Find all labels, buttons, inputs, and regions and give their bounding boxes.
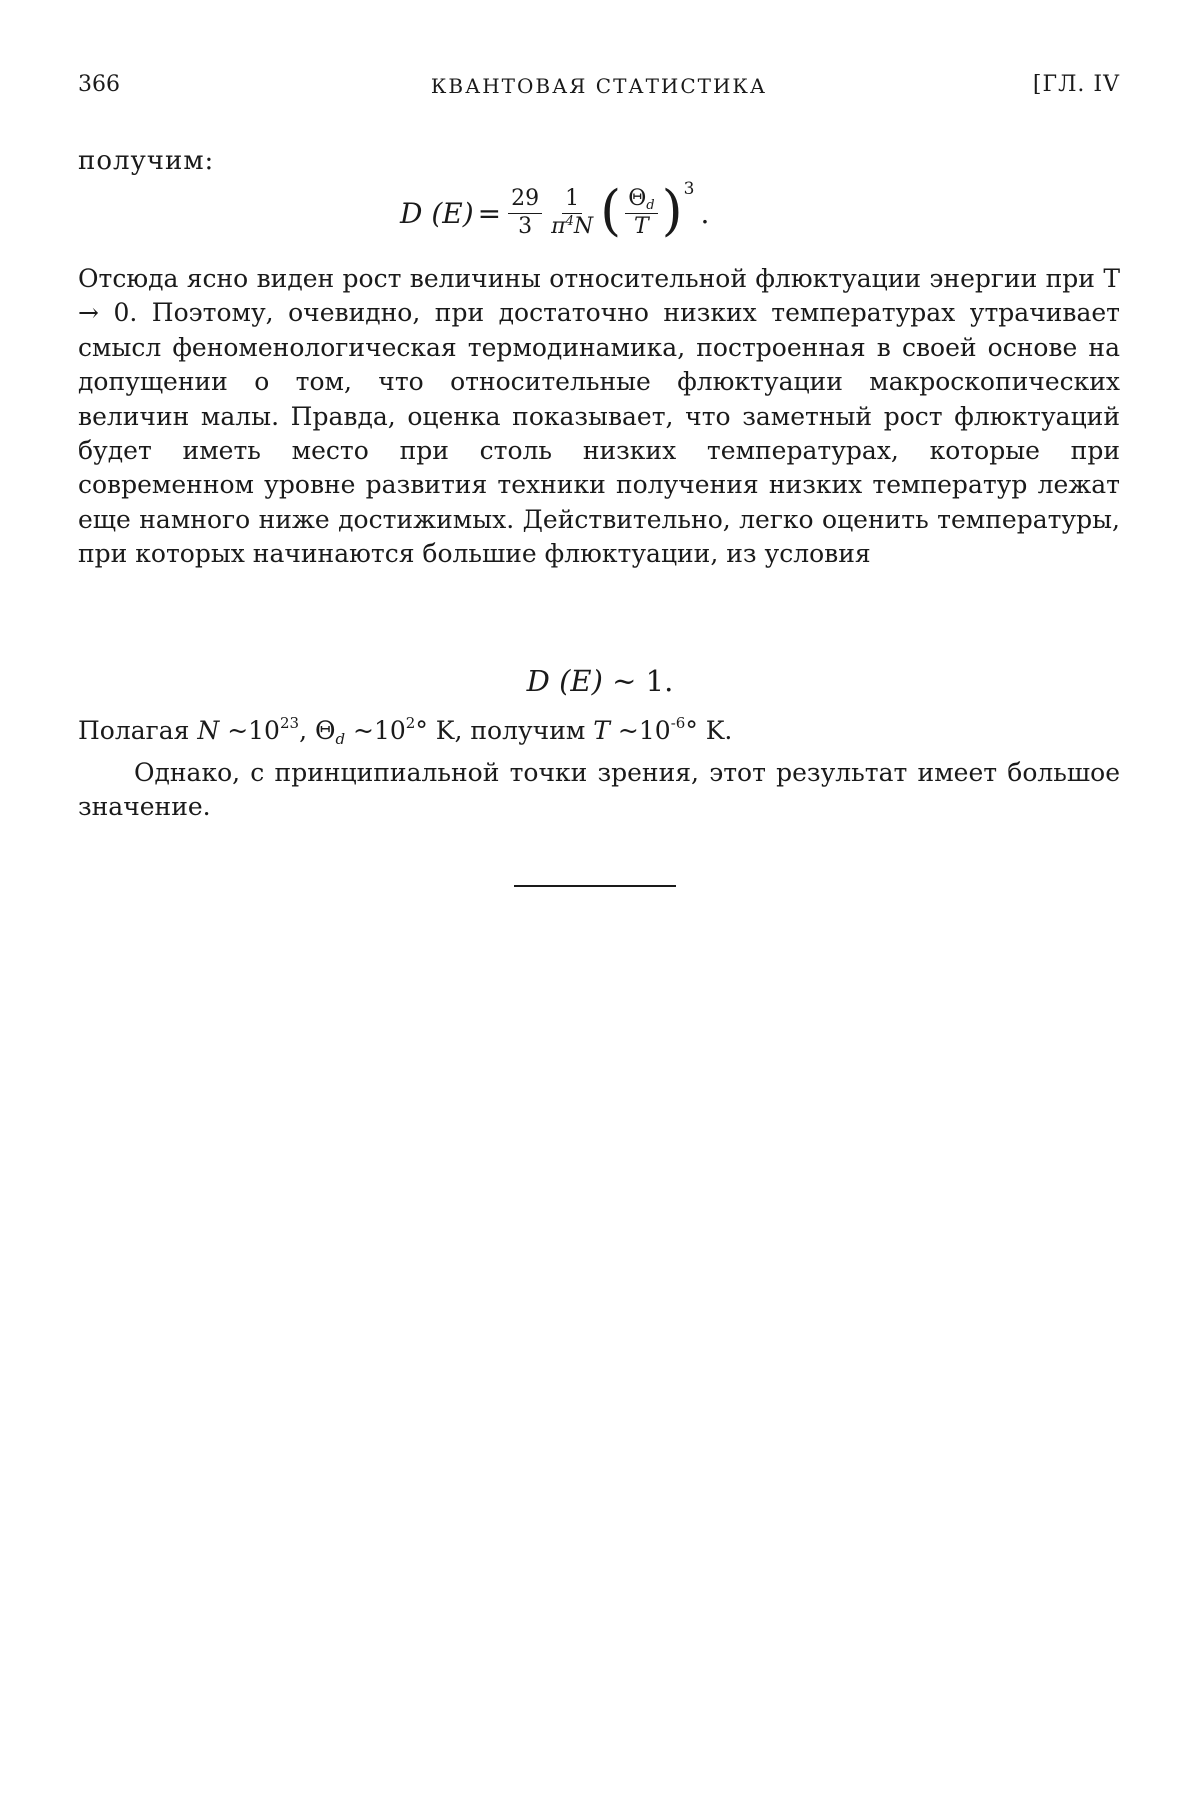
page-number: 366	[78, 72, 120, 97]
pi-exponent: 4	[565, 213, 574, 229]
left-paren: (	[600, 179, 622, 242]
t-unit: ° K.	[685, 716, 733, 745]
tilde-operator: ~	[227, 716, 249, 745]
fraction-numerator: 1	[562, 187, 582, 213]
word-poluchim: получим	[470, 716, 586, 745]
t-base: 10	[638, 716, 671, 745]
t-variable: T	[593, 716, 610, 745]
theta-base: 10	[373, 716, 406, 745]
formula-rhs: 1.	[645, 664, 674, 698]
word-polagaya: Полагая	[78, 716, 190, 745]
chapter-label: [ГЛ. IV	[1032, 72, 1120, 97]
theta-subscript: d	[335, 730, 346, 748]
fraction-denominator: 3	[518, 213, 533, 239]
theta-exponent: 2	[405, 714, 416, 732]
formula-period: .	[700, 196, 710, 230]
tilde-operator: ~	[617, 716, 639, 745]
right-paren: )	[661, 179, 683, 242]
n-base: 10	[248, 716, 280, 745]
intro-text: получим:	[78, 146, 215, 176]
page-header	[78, 72, 1120, 108]
running-title: КВАНТОВАЯ СТАТИСТИКА	[430, 74, 768, 98]
condition-formula	[0, 664, 1200, 698]
equals-sign: =	[477, 196, 502, 230]
n-exponent: 23	[279, 714, 300, 732]
section-end-rule	[514, 885, 676, 887]
fraction-denominator	[548, 214, 596, 239]
fraction-numerator: 29	[508, 187, 542, 213]
theta-symbol: Θ	[628, 186, 647, 212]
pi-symbol: π	[551, 213, 566, 239]
t-exponent: -6	[670, 714, 686, 732]
theta-unit: ° K,	[415, 716, 463, 745]
tilde-operator: ~	[612, 664, 637, 698]
formula-lhs: D (E)	[526, 664, 603, 698]
main-paragraph: Отсюда ясно виден рост величины относительной флюктуации энергии при T → 0. Поэтому, очевидно, при достаточно низких температурах утрачивает смысл феноменологическая термодинамика, построенная в своей основе на допущении о том, что относительные флюктуации макроскопических величин малы. Правда, оценка показывает, что заметный рост флюктуаций будет иметь место при столь низких температурах, которые при современном уровне развития техники получения низких температур лежат еще намного ниже достижимых. Действительно, легко оценить температуры, при которых начинаются большие флюктуации, из условия	[78, 264, 1120, 569]
cube-exponent: 3	[683, 179, 695, 199]
fraction-denominator: T	[634, 213, 649, 239]
theta-symbol: Θ	[314, 716, 336, 745]
theta-subscript: d	[646, 198, 655, 214]
fraction-theta-t	[625, 187, 657, 238]
formula-lhs: D (E)	[400, 196, 474, 230]
fraction-1-pi4n	[548, 187, 596, 238]
n-variable: N	[197, 716, 220, 745]
estimate-line	[78, 714, 1120, 751]
fraction-numerator	[625, 187, 657, 213]
fraction-29-3	[508, 187, 542, 238]
fluctuation-formula	[400, 178, 709, 248]
tilde-operator: ~	[353, 716, 374, 745]
comma: ,	[299, 716, 308, 745]
n-variable: N	[573, 213, 594, 239]
closing-paragraph: Однако, с принципиальной точки зрения, этот результат имеет большое значение.	[78, 758, 1120, 822]
